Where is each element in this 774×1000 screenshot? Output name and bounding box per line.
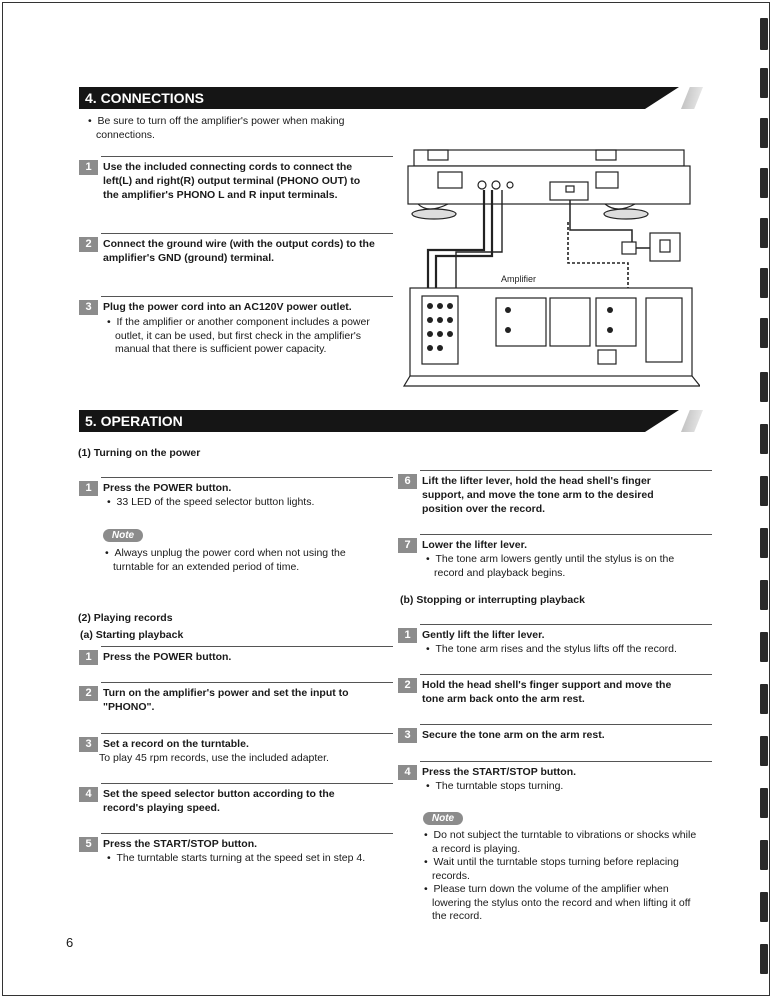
- operation-heading: 5. OPERATION: [79, 410, 645, 432]
- connection-diagram: [400, 130, 700, 388]
- note-2-item: • Wait until the turntable stops turning before replacing records.: [424, 856, 679, 882]
- note-1-text: • Always unplug the power cord when not using the turntable for an extended period of time.: [105, 547, 346, 573]
- note-badge-2: Note: [423, 812, 463, 825]
- playback-step-3-extra: To play 45 rpm records, use the included adapter.: [99, 752, 329, 764]
- note-2-list: [420, 829, 697, 924]
- stopping-title: (b) Stopping or interrupting playback: [400, 594, 585, 606]
- starting-playback-title: (a) Starting playback: [80, 629, 184, 641]
- note-badge-1: Note: [103, 529, 143, 542]
- amplifier-label: Amplifier: [501, 274, 537, 284]
- note-2-item: • Please turn down the volume of the amplifier when lowering the stylus onto the record and when lifting it off the record.: [424, 883, 691, 922]
- note-2-item: • Do not subject the turntable to vibrations or shocks while a record is playing.: [424, 829, 697, 855]
- connections-heading: 4. CONNECTIONS: [79, 87, 645, 109]
- playing-records-title: (2) Playing records: [78, 612, 173, 624]
- page-number: 6: [66, 935, 74, 950]
- connections-intro: • Be sure to turn off the amplifier's power when making connections.: [88, 115, 345, 141]
- turning-on-title: (1) Turning on the power: [78, 447, 201, 459]
